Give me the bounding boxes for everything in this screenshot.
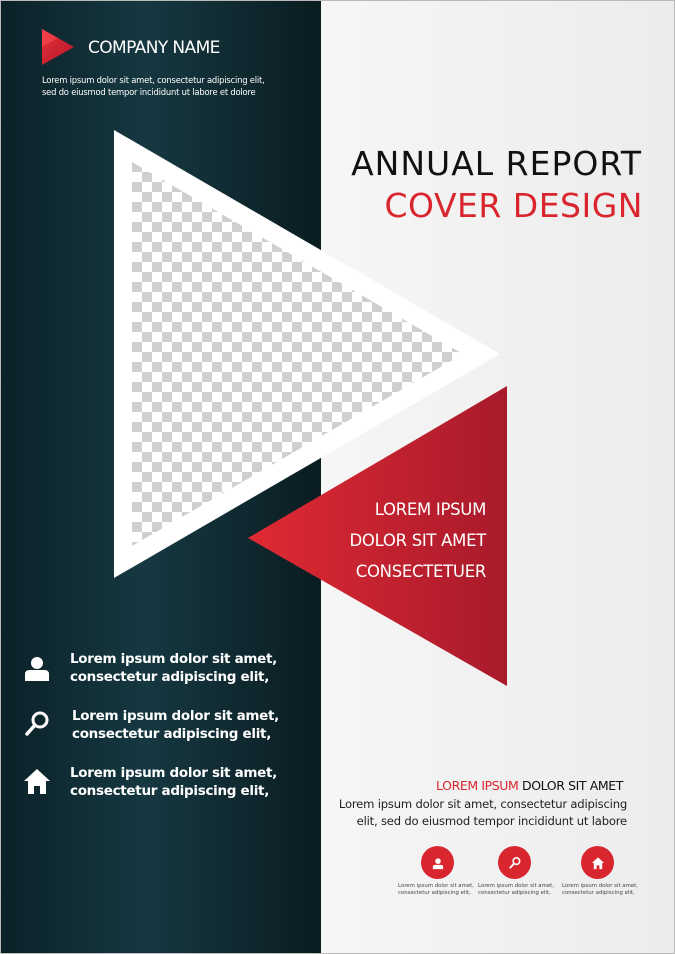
- home-icon: [591, 856, 605, 870]
- bottom-item-home-text: Lorem ipsum dolor sit amet, consectetur adipiscing elit,: [562, 883, 638, 896]
- feature-item-search: Lorem ipsum dolor sit amet, consectetur adipiscing elit,: [22, 707, 312, 751]
- title-annual-report: ANNUAL REPORT: [351, 144, 642, 183]
- feature-item-home: Lorem ipsum dolor sit amet, consectetur adipiscing elit,: [22, 764, 312, 808]
- home-icon: [22, 766, 52, 796]
- bottom-heading: LOREM IPSUM DOLOR SIT AMET: [436, 778, 623, 793]
- bottom-item-search-text: Lorem ipsum dolor sit amet, consectetur adipiscing elit,: [478, 883, 554, 896]
- company-name: COMPANY NAME: [88, 38, 220, 58]
- bottom-item-user: [421, 846, 454, 879]
- bottom-item-home: [581, 846, 614, 879]
- company-tagline: Lorem ipsum dolor sit amet, consectetur adipiscing elit, sed do eiusmod tempor incididunt ut labore et dolore: [42, 75, 265, 97]
- user-icon: [431, 856, 445, 870]
- bottom-paragraph: Lorem ipsum dolor sit amet, consectetur adipiscing elit, sed do eiusmod tempor incididunt ut labore: [338, 797, 627, 828]
- search-icon: [22, 709, 52, 739]
- search-icon: [508, 856, 522, 870]
- user-icon: [22, 652, 52, 682]
- red-triangle-text: LOREM IPSUM DOLOR SIT AMET CONSECTETUER: [349, 500, 486, 581]
- title-cover-design: COVER DESIGN: [384, 186, 643, 225]
- bottom-item-user-text: Lorem ipsum dolor sit amet, consectetur adipiscing elit,: [398, 883, 474, 896]
- feature-item-user: Lorem ipsum dolor sit amet, consectetur adipiscing elit,: [22, 650, 312, 694]
- bottom-item-search: [498, 846, 531, 879]
